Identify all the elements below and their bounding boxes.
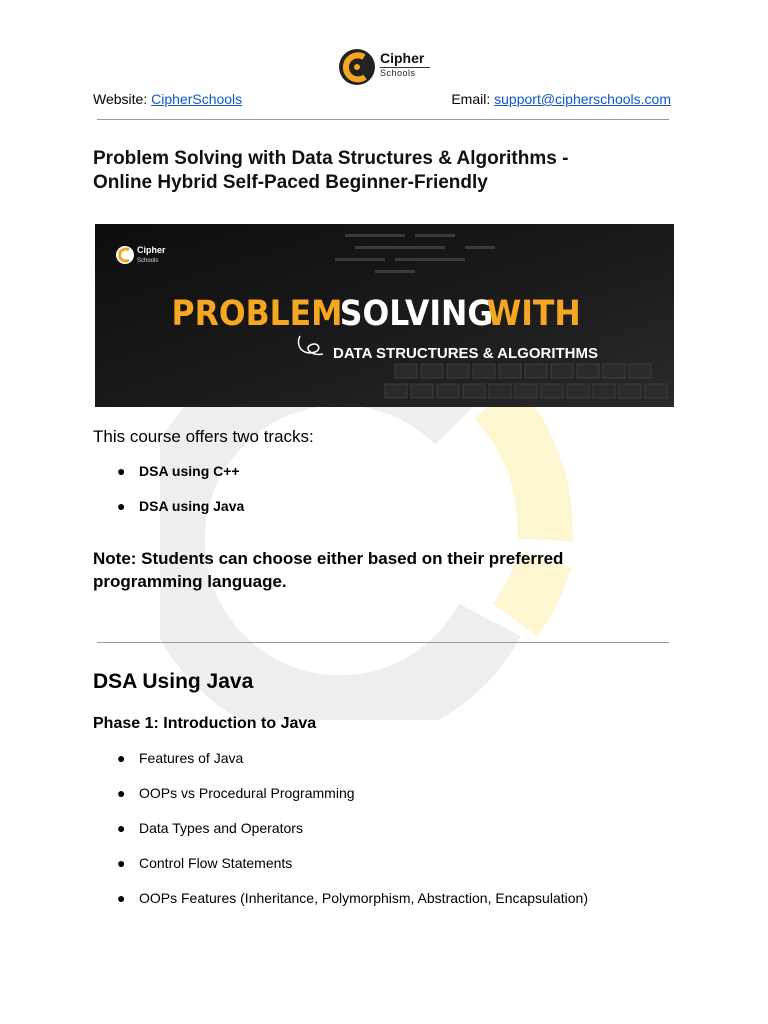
list-item bbox=[93, 463, 244, 498]
note-text bbox=[93, 547, 653, 593]
bullet-icon: ● bbox=[117, 785, 126, 801]
topic-label: Control Flow Statements bbox=[139, 855, 293, 871]
bullet-icon: ● bbox=[117, 750, 126, 766]
topic-label: Data Types and Operators bbox=[139, 820, 303, 836]
website-line bbox=[93, 91, 242, 107]
banner-background bbox=[95, 224, 674, 407]
bullet-icon: ● bbox=[117, 820, 126, 836]
banner-logo-word1: Cipher bbox=[137, 245, 166, 255]
banner-subheadline: DATA STRUCTURES & ALGORITHMS bbox=[333, 345, 598, 362]
course-title-line1: Problem Solving with Data Structures & Algorithms - bbox=[93, 148, 569, 169]
logo-wordmark-schools: Schools bbox=[380, 68, 416, 78]
topic-label: OOPs Features (Inheritance, Polymorphism, Abstraction, Encapsulation) bbox=[139, 890, 588, 906]
course-banner-image bbox=[95, 224, 674, 407]
banner-logo-word2: Schools bbox=[137, 258, 159, 264]
list-item bbox=[93, 785, 588, 820]
topic-label: Features of Java bbox=[139, 750, 244, 766]
logo-underline bbox=[380, 67, 430, 68]
bullet-icon: ● bbox=[117, 463, 126, 479]
bullet-icon: ● bbox=[117, 498, 126, 514]
note-line1: Note: Students can choose either based on their preferred bbox=[93, 549, 564, 568]
bullet-icon: ● bbox=[117, 890, 126, 906]
list-item bbox=[93, 750, 588, 785]
tracks-intro-text: This course offers two tracks: bbox=[93, 427, 314, 446]
list-item bbox=[93, 855, 588, 890]
list-item bbox=[93, 890, 588, 925]
list-item bbox=[93, 498, 244, 533]
website-link[interactable]: CipherSchools bbox=[151, 91, 243, 107]
header-divider bbox=[97, 119, 669, 120]
cipher-logo-icon bbox=[336, 46, 380, 88]
phase-title: Phase 1: Introduction to Java bbox=[93, 715, 317, 732]
course-title-line2: Online Hybrid Self-Paced Beginner-Friendly bbox=[93, 172, 488, 193]
banner-logo-icon bbox=[116, 246, 134, 264]
banner-headline-word2: SOLVING bbox=[339, 292, 494, 334]
banner-headline-word1: PROBLEM bbox=[171, 292, 343, 334]
tracks-list bbox=[93, 463, 244, 533]
course-title bbox=[93, 147, 683, 195]
logo-wordmark-cipher: Cipher bbox=[380, 50, 425, 66]
track-label: DSA using C++ bbox=[139, 463, 240, 479]
website-label: Website: bbox=[93, 91, 148, 107]
section-title: DSA Using Java bbox=[93, 670, 254, 693]
section-divider bbox=[97, 642, 669, 643]
note-line2: programming language. bbox=[93, 572, 287, 591]
email-link[interactable]: support@cipherschools.com bbox=[494, 91, 671, 107]
list-item bbox=[93, 820, 588, 855]
topics-list bbox=[93, 750, 588, 925]
bullet-icon: ● bbox=[117, 855, 126, 871]
email-line bbox=[451, 91, 671, 107]
topic-label: OOPs vs Procedural Programming bbox=[139, 785, 355, 801]
email-label: Email: bbox=[451, 91, 491, 107]
banner-headline-word3: WITH bbox=[486, 292, 581, 334]
track-label: DSA using Java bbox=[139, 498, 245, 514]
